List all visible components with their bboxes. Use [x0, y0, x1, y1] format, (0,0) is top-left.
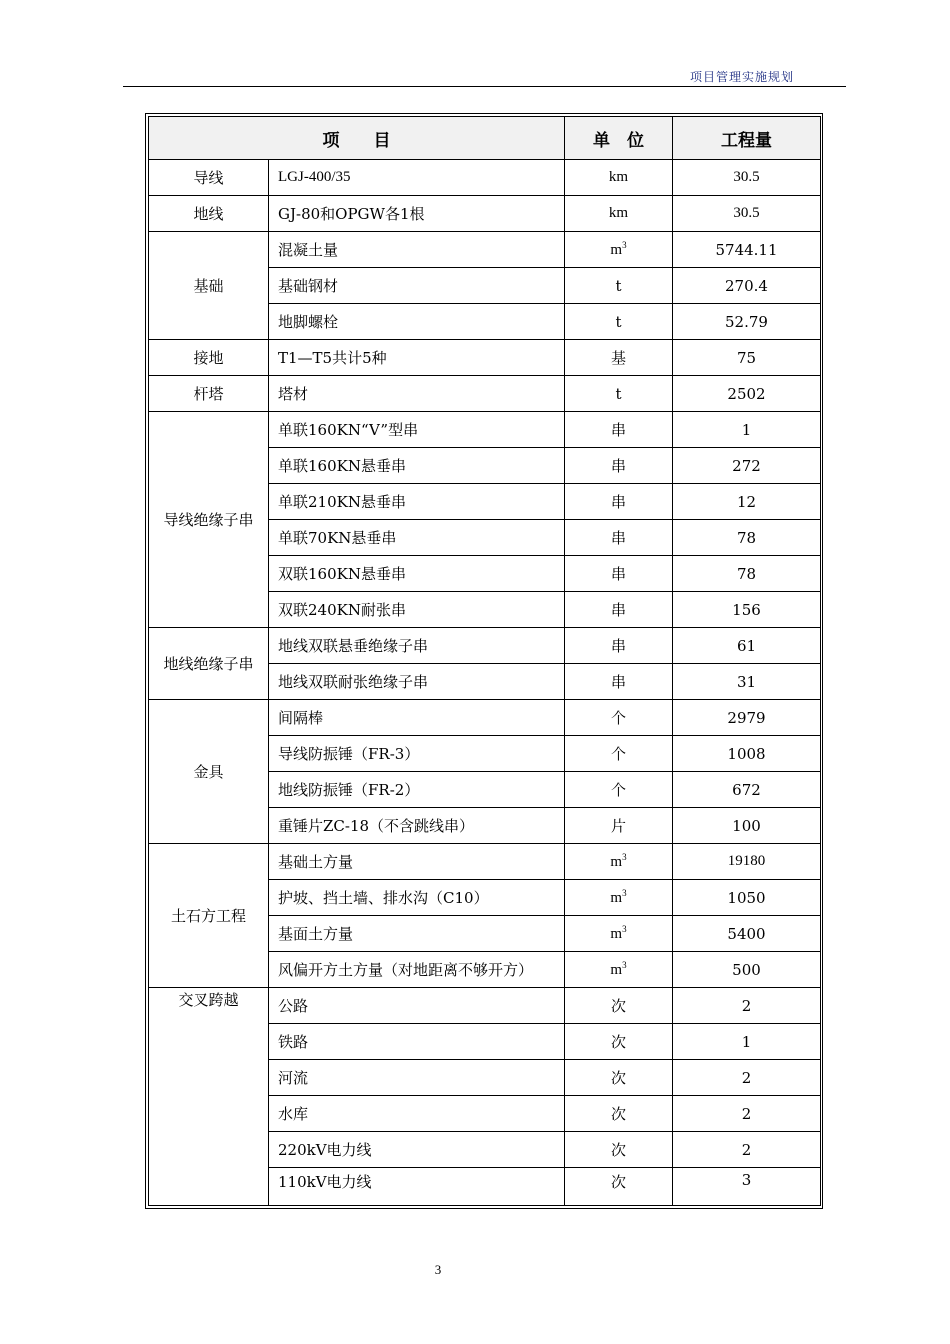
- quantity-cell: 78: [673, 520, 821, 556]
- quantity-cell: 31: [673, 664, 821, 700]
- table-row: [149, 340, 821, 376]
- unit-cell: 个: [565, 772, 673, 808]
- unit-cell: 个: [565, 736, 673, 772]
- item-cell: T1—T5共计5种: [269, 340, 565, 376]
- unit-cell: 次: [565, 1024, 673, 1060]
- table-row: [149, 376, 821, 412]
- unit-cell: t: [565, 304, 673, 340]
- category-cell: 土石方工程: [149, 844, 269, 988]
- unit-superscript: 3: [622, 924, 627, 934]
- item-cell: GJ-80和OPGW各1根: [269, 196, 565, 232]
- category-cell: 导线: [149, 160, 269, 196]
- item-cell: 地线双联耐张绝缘子串: [269, 664, 565, 700]
- table-row: [149, 196, 821, 232]
- item-cell: 导线防振锤（FR-3）: [269, 736, 565, 772]
- header-divider: [123, 86, 846, 87]
- unit-cell: 次: [565, 1132, 673, 1168]
- unit-cell: 串: [565, 484, 673, 520]
- item-cell: 双联240KN耐张串: [269, 592, 565, 628]
- table-row: [149, 628, 821, 664]
- item-cell: 河流: [269, 1060, 565, 1096]
- unit-superscript: 3: [622, 888, 627, 898]
- quantity-cell: 2: [673, 1096, 821, 1132]
- item-cell: 地线防振锤（FR-2）: [269, 772, 565, 808]
- quantity-cell: 3: [673, 1168, 821, 1206]
- quantity-cell: 2: [673, 1132, 821, 1168]
- table-row: [149, 160, 821, 196]
- unit-cell: 片: [565, 808, 673, 844]
- unit-cell: [565, 916, 673, 952]
- unit-cell: 次: [565, 1096, 673, 1132]
- quantity-cell: 1: [673, 1024, 821, 1060]
- unit-cell: 串: [565, 592, 673, 628]
- item-cell: 双联160KN悬垂串: [269, 556, 565, 592]
- category-cell: 交叉跨越: [149, 988, 269, 1206]
- category-cell: 地线绝缘子串: [149, 628, 269, 700]
- quantity-cell: 61: [673, 628, 821, 664]
- item-cell: 基面土方量: [269, 916, 565, 952]
- table-row: [149, 844, 821, 880]
- quantity-cell: 30.5: [673, 196, 821, 232]
- unit-text: m: [610, 242, 623, 258]
- header-item: 项 目: [149, 117, 565, 160]
- quantity-cell: 156: [673, 592, 821, 628]
- unit-superscript: 3: [622, 240, 627, 250]
- unit-cell: 串: [565, 556, 673, 592]
- unit-cell: 次: [565, 1060, 673, 1096]
- unit-cell: t: [565, 268, 673, 304]
- item-cell: 单联160KN“V”型串: [269, 412, 565, 448]
- quantity-cell: 30.5: [673, 160, 821, 196]
- quantity-cell: 272: [673, 448, 821, 484]
- item-cell: 水库: [269, 1096, 565, 1132]
- unit-cell: [565, 232, 673, 268]
- unit-superscript: 3: [622, 852, 627, 862]
- item-cell: 护坡、挡土墙、排水沟（C10）: [269, 880, 565, 916]
- item-cell: 单联70KN悬垂串: [269, 520, 565, 556]
- quantity-table-frame: [145, 113, 823, 1209]
- unit-text: m: [610, 962, 623, 978]
- category-cell: 基础: [149, 232, 269, 340]
- header-unit: 单 位: [565, 117, 673, 160]
- unit-cell: 次: [565, 1168, 673, 1206]
- quantity-cell: 2: [673, 1060, 821, 1096]
- unit-text: m: [610, 890, 623, 906]
- unit-superscript: 3: [622, 960, 627, 970]
- item-cell: 风偏开方土方量（对地距离不够开方）: [269, 952, 565, 988]
- table-row: [149, 232, 821, 268]
- quantity-cell: 672: [673, 772, 821, 808]
- unit-cell: 串: [565, 520, 673, 556]
- category-cell: 导线绝缘子串: [149, 412, 269, 628]
- header-title: 项目管理实施规划: [689, 70, 794, 84]
- unit-cell: km: [565, 196, 673, 232]
- quantity-cell: 5744.11: [673, 232, 821, 268]
- quantity-cell: 270.4: [673, 268, 821, 304]
- item-cell: 铁路: [269, 1024, 565, 1060]
- item-cell: 基础钢材: [269, 268, 565, 304]
- quantity-cell: 78: [673, 556, 821, 592]
- quantity-table: [148, 116, 821, 1206]
- quantity-cell: 52.79: [673, 304, 821, 340]
- category-cell: 金具: [149, 700, 269, 844]
- unit-cell: 个: [565, 700, 673, 736]
- quantity-cell: 2502: [673, 376, 821, 412]
- unit-cell: 串: [565, 448, 673, 484]
- unit-cell: 基: [565, 340, 673, 376]
- page-number: 3: [434, 1262, 442, 1277]
- item-cell: 单联210KN悬垂串: [269, 484, 565, 520]
- unit-text: m: [610, 854, 623, 870]
- category-cell: 地线: [149, 196, 269, 232]
- item-cell: 混凝土量: [269, 232, 565, 268]
- unit-cell: [565, 880, 673, 916]
- table-row: [149, 700, 821, 736]
- unit-cell: [565, 952, 673, 988]
- table-header-row: [149, 117, 821, 160]
- item-cell: 220kV电力线: [269, 1132, 565, 1168]
- quantity-cell: 19180: [673, 844, 821, 880]
- unit-cell: 串: [565, 664, 673, 700]
- item-cell: 单联160KN悬垂串: [269, 448, 565, 484]
- header-quantity: 工程量: [673, 117, 821, 160]
- table-row: [149, 988, 821, 1024]
- category-cell: 杆塔: [149, 376, 269, 412]
- item-cell: 地线双联悬垂绝缘子串: [269, 628, 565, 664]
- table-row: [149, 412, 821, 448]
- unit-cell: 串: [565, 412, 673, 448]
- quantity-cell: 2: [673, 988, 821, 1024]
- quantity-cell: 12: [673, 484, 821, 520]
- category-cell: 接地: [149, 340, 269, 376]
- quantity-cell: 500: [673, 952, 821, 988]
- quantity-cell: 100: [673, 808, 821, 844]
- unit-cell: t: [565, 376, 673, 412]
- item-cell: 公路: [269, 988, 565, 1024]
- quantity-cell: 2979: [673, 700, 821, 736]
- unit-cell: [565, 844, 673, 880]
- unit-cell: km: [565, 160, 673, 196]
- unit-text: m: [610, 926, 623, 942]
- quantity-cell: 75: [673, 340, 821, 376]
- item-cell: 110kV电力线: [269, 1168, 565, 1206]
- item-cell: 重锤片ZC-18（不含跳线串）: [269, 808, 565, 844]
- item-cell: 基础土方量: [269, 844, 565, 880]
- unit-cell: 串: [565, 628, 673, 664]
- quantity-cell: 1050: [673, 880, 821, 916]
- item-cell: 地脚螺栓: [269, 304, 565, 340]
- quantity-cell: 5400: [673, 916, 821, 952]
- unit-cell: 次: [565, 988, 673, 1024]
- item-cell: 间隔棒: [269, 700, 565, 736]
- item-cell: LGJ-400/35: [269, 160, 565, 196]
- quantity-cell: 1008: [673, 736, 821, 772]
- item-cell: 塔材: [269, 376, 565, 412]
- quantity-cell: 1: [673, 412, 821, 448]
